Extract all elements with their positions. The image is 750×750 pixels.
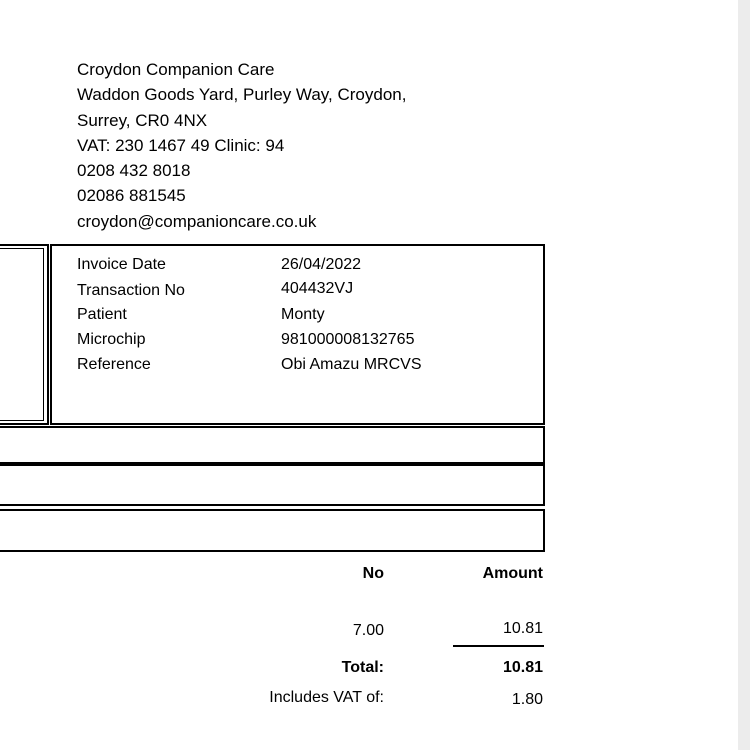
- clinic-phone2: 02086 881545: [77, 186, 186, 206]
- invoice-band-2: [0, 464, 545, 506]
- reference-label: Reference: [77, 356, 151, 373]
- clinic-address-line1: Waddon Goods Yard, Purley Way, Croydon,: [77, 85, 407, 105]
- column-header-amount: Amount: [482, 565, 543, 582]
- vat-label: Includes VAT of:: [269, 689, 384, 706]
- total-label: Total:: [341, 659, 384, 676]
- clinic-address-block: [77, 57, 406, 234]
- line-item-amount: 10.81: [502, 620, 543, 637]
- client-address-box-inner: [0, 248, 44, 421]
- scrollbar[interactable]: [738, 0, 750, 750]
- patient-label: Patient: [77, 306, 127, 323]
- invoice-date-label: Invoice Date: [77, 256, 166, 273]
- transaction-no-value: 404432VJ: [281, 280, 354, 297]
- clinic-name: Croydon Companion Care: [77, 60, 275, 79]
- transaction-no-label: Transaction No: [77, 282, 185, 299]
- line-item-no: 7.00: [352, 622, 384, 639]
- microchip-label: Microchip: [77, 331, 146, 348]
- column-header-no: No: [362, 565, 384, 582]
- invoice-date-value: 26/04/2022: [281, 256, 362, 273]
- total-value: 10.81: [502, 659, 543, 676]
- vat-value: 1.80: [511, 691, 543, 708]
- invoice-band-1: [0, 426, 545, 464]
- clinic-address-line2: Surrey, CR0 4NX: [77, 110, 208, 130]
- patient-value: Monty: [281, 306, 325, 323]
- microchip-value: 981000008132765: [281, 331, 415, 348]
- clinic-email: croydon@companioncare.co.uk: [77, 211, 317, 231]
- reference-value: Obi Amazu MRCVS: [281, 356, 422, 373]
- invoice-band-3: [0, 509, 545, 552]
- clinic-vat-line: VAT: 230 1467 49 Clinic: 94: [77, 135, 285, 155]
- total-divider-line: [453, 645, 544, 647]
- clinic-phone1: 0208 432 8018: [77, 161, 191, 181]
